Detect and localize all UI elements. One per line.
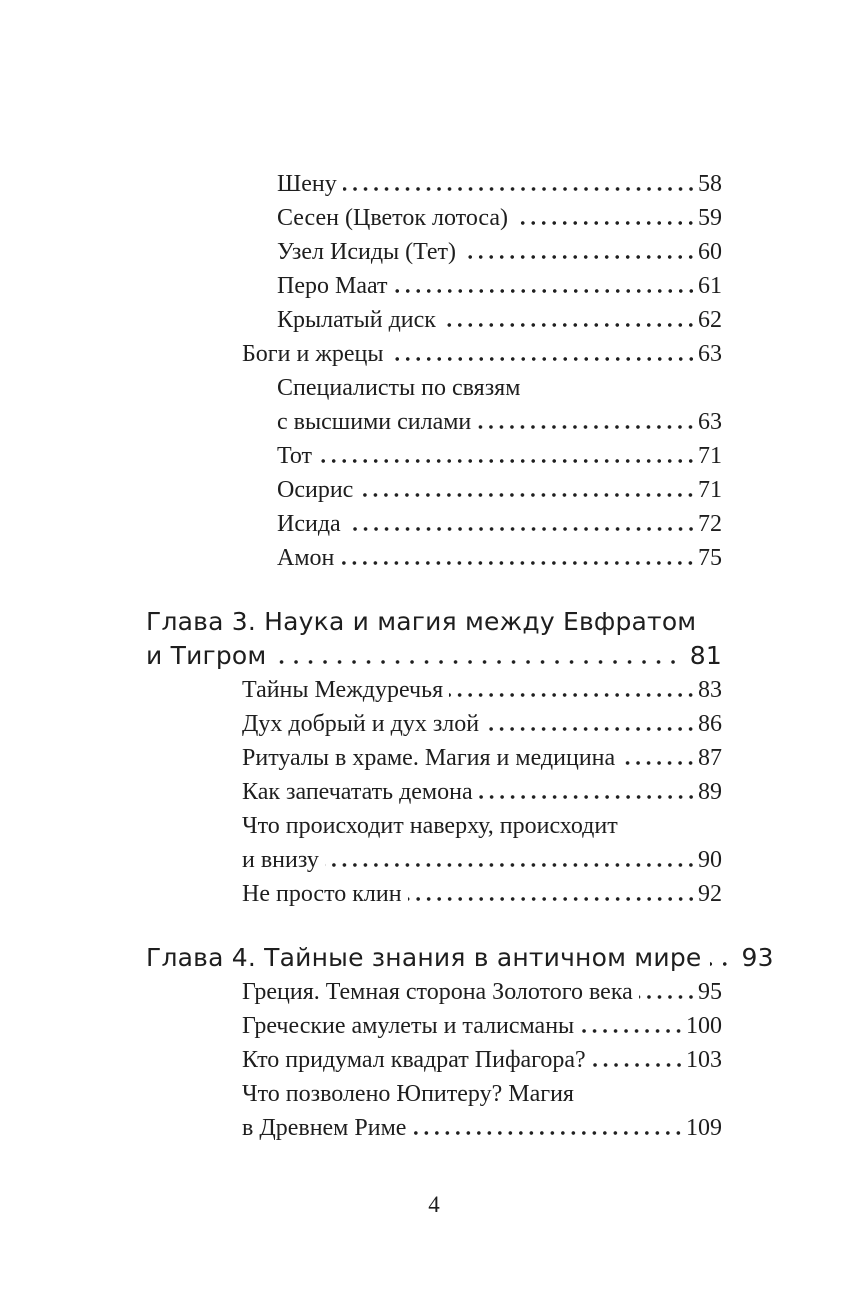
toc-entry <box>146 741 722 775</box>
toc-entry-title: Шену <box>277 171 337 197</box>
toc-entry-title: Узел Исиды (Тет) <box>277 239 457 265</box>
toc-entry-page: 71 <box>698 477 722 503</box>
toc-entry <box>146 371 722 439</box>
toc-entry-title-line1: Специалисты по связям <box>277 375 521 401</box>
toc-entry-page: 58 <box>698 171 722 197</box>
dot-leader <box>514 221 696 225</box>
toc-entry <box>146 877 722 911</box>
toc-entry-title-line2: в Древнем Риме <box>242 1115 407 1141</box>
toc-entry-title: Крылатый диск <box>277 307 436 333</box>
toc-entry-title: Перо Маат <box>277 273 388 299</box>
toc-entry-title: Амон <box>277 545 335 571</box>
dot-leader <box>580 1029 684 1033</box>
toc-chapter-entry <box>146 941 774 975</box>
toc-entry <box>146 473 722 507</box>
table-of-contents <box>146 167 774 1145</box>
dot-leader <box>462 255 696 259</box>
toc-entry <box>146 201 722 235</box>
dot-leader <box>340 561 696 565</box>
dot-leader <box>275 660 680 664</box>
dot-leader <box>390 357 696 361</box>
toc-entry-page: 87 <box>698 745 722 771</box>
toc-entry <box>146 1077 722 1145</box>
toc-entry-title: Греция. Темная сторона Золотого века <box>242 979 633 1005</box>
toc-entry-title-line2: с высшими силами <box>277 409 472 435</box>
toc-entry-page: 71 <box>698 443 722 469</box>
dot-leader <box>412 1131 684 1135</box>
chapter-title-line1: Глава 3. Наука и магия между Евфратом <box>146 607 697 636</box>
dot-leader <box>325 863 696 867</box>
dot-leader <box>710 962 732 966</box>
toc-entry-page: 62 <box>698 307 722 333</box>
toc-entry-title-line1: Что позволено Юпитеру? Магия <box>242 1081 574 1107</box>
toc-entry <box>146 673 722 707</box>
dot-leader <box>408 897 696 901</box>
toc-entry-title: Боги и жрецы <box>242 341 384 367</box>
toc-entry-page: 95 <box>698 979 722 1005</box>
toc-entry-page: 72 <box>698 511 722 537</box>
toc-entry-page: 61 <box>698 273 722 299</box>
toc-entry-page: 75 <box>698 545 722 571</box>
toc-entry-page: 60 <box>698 239 722 265</box>
toc-entry-title: Дух добрый и дух злой <box>242 711 480 737</box>
toc-entry-page: 90 <box>698 847 722 873</box>
toc-entry-page: 83 <box>698 677 722 703</box>
dot-leader <box>449 693 696 697</box>
toc-entry-page: 103 <box>686 1047 722 1073</box>
toc-entry-title: Осирис <box>277 477 354 503</box>
toc-entry <box>146 235 722 269</box>
toc-entry-page: 92 <box>698 881 722 907</box>
dot-leader <box>318 459 696 463</box>
dot-leader <box>347 527 696 531</box>
page-number: 4 <box>428 1192 440 1217</box>
chapter-page: 81 <box>689 641 722 670</box>
toc-entry-title: Тайны Междуречья <box>242 677 444 703</box>
toc-entry <box>146 809 722 877</box>
toc-entry-title: Греческие амулеты и талисманы <box>242 1013 575 1039</box>
toc-entry-page: 100 <box>686 1013 722 1039</box>
dot-leader <box>485 727 696 731</box>
chapter-page: 93 <box>741 943 774 972</box>
dot-leader <box>442 323 696 327</box>
toc-entry-page: 89 <box>698 779 722 805</box>
toc-entry <box>146 1043 722 1077</box>
toc-entry-page: 86 <box>698 711 722 737</box>
dot-leader <box>592 1063 684 1067</box>
toc-entry <box>146 541 722 575</box>
dot-leader <box>343 187 696 191</box>
toc-entry <box>146 775 722 809</box>
chapter-title-line2: и Тигром <box>146 641 267 670</box>
toc-entry-page: 59 <box>698 205 722 231</box>
toc-entry <box>146 975 722 1009</box>
toc-entry <box>146 337 722 371</box>
toc-entry <box>146 507 722 541</box>
dot-leader <box>477 425 696 429</box>
dot-leader <box>394 289 697 293</box>
toc-entry-page: 63 <box>698 341 722 367</box>
toc-entry <box>146 167 722 201</box>
chapter-title: Глава 4. Тайные знания в античном мире <box>146 943 702 972</box>
toc-entry <box>146 1009 722 1043</box>
dot-leader <box>621 761 696 765</box>
toc-entry <box>146 439 722 473</box>
toc-entry-title-line2: и внизу <box>242 847 319 873</box>
toc-entry-title: Не просто клин <box>242 881 402 907</box>
toc-entry-title: Кто придумал квадрат Пифагора? <box>242 1047 586 1073</box>
toc-entry-title: Исида <box>277 511 341 537</box>
toc-entry <box>146 269 722 303</box>
toc-entry-page: 63 <box>698 409 722 435</box>
toc-chapter-entry <box>146 605 722 673</box>
toc-entry <box>146 303 722 337</box>
toc-entry-title: Сесен (Цветок лотоса) <box>277 205 509 231</box>
dot-leader <box>479 795 696 799</box>
toc-entry-title: Тот <box>277 443 313 469</box>
toc-entry-title-line1: Что происходит наверху, происходит <box>242 813 618 839</box>
toc-entry-title: Как запечатать демона <box>242 779 473 805</box>
toc-entry-page: 109 <box>686 1115 722 1141</box>
dot-leader <box>359 493 696 497</box>
toc-entry <box>146 707 722 741</box>
dot-leader <box>639 995 696 999</box>
toc-entry-title: Ритуалы в храме. Магия и медицина <box>242 745 616 771</box>
